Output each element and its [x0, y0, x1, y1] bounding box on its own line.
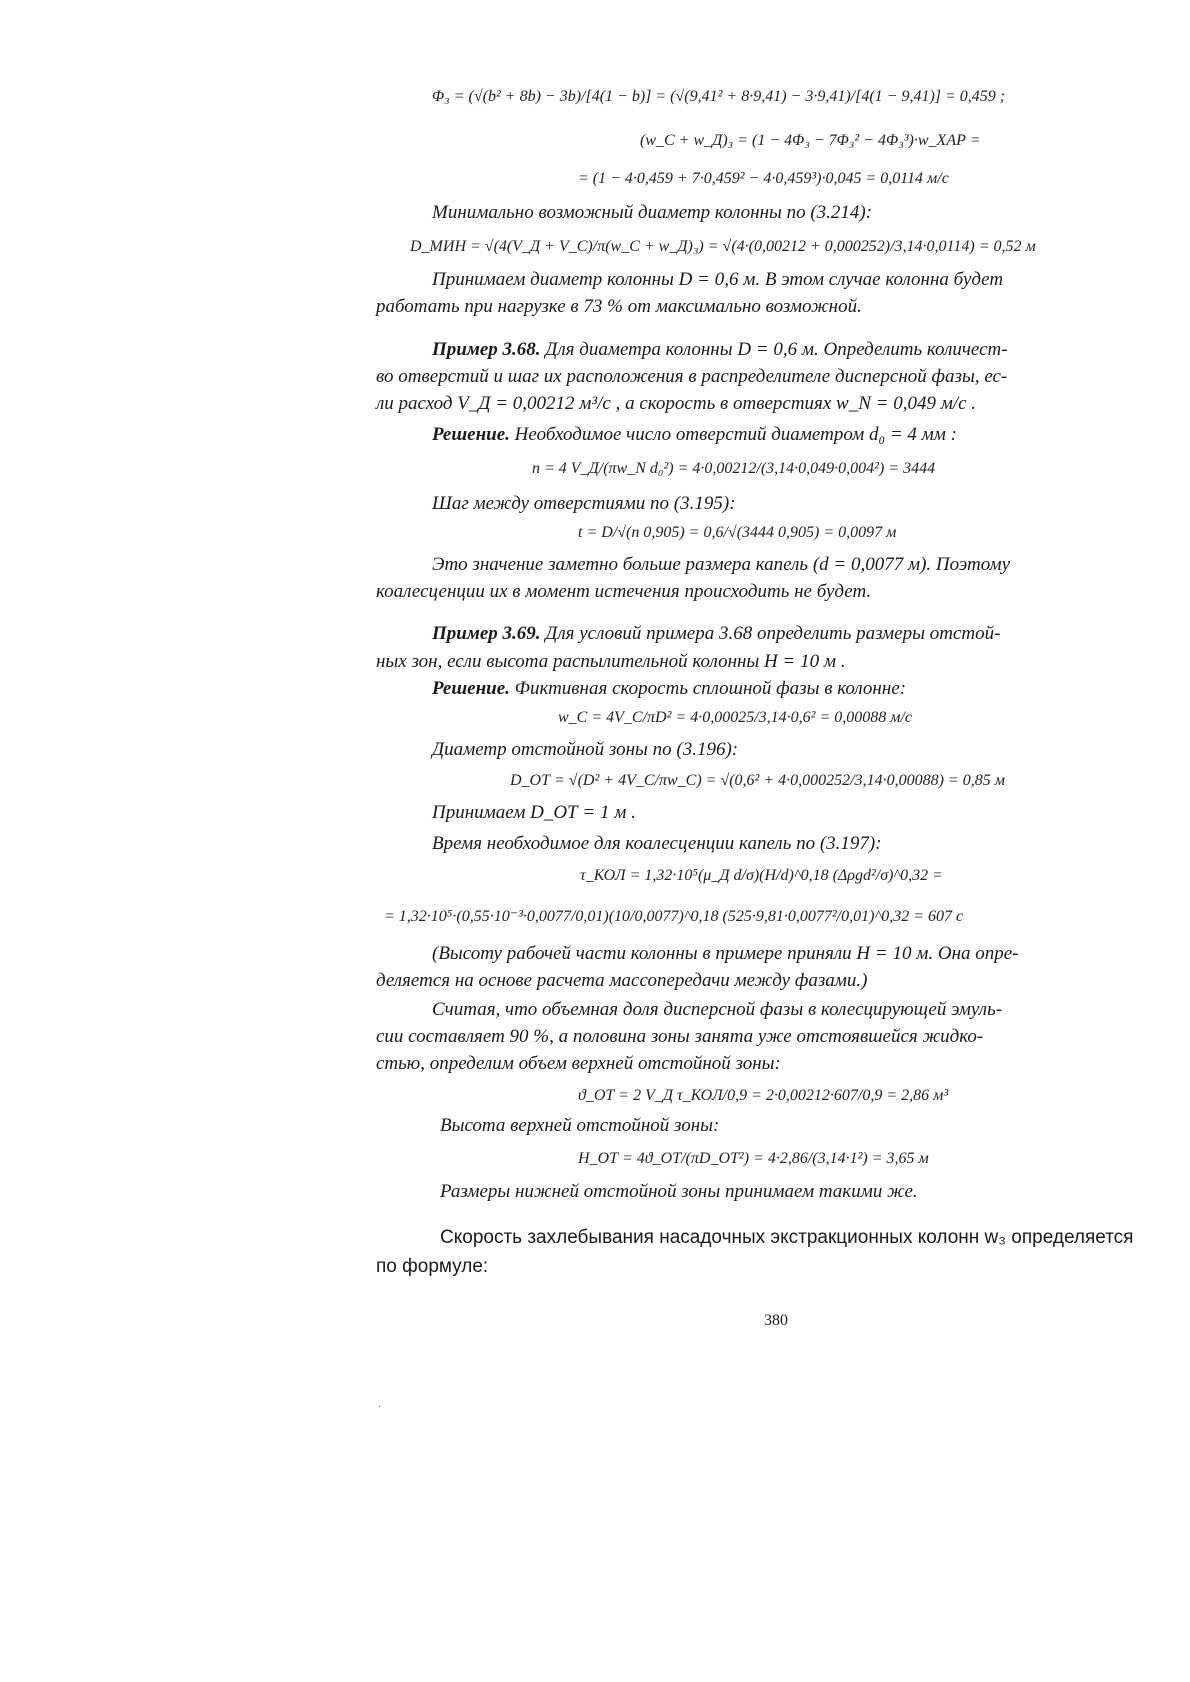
accept-dot-text: Принимаем D_ОТ = 1 м .: [432, 802, 636, 823]
example-368-solution: [432, 423, 957, 447]
example-369-line-2: ных зон, если высота распылительной колонны H = 10 м .: [376, 651, 846, 672]
example-369-solution: [432, 677, 906, 701]
volume-formula: ϑ_ОТ = 2 V_Д τ_КОЛ/0,9 = 2·0,00212·607/0,9 = 2,86 м³: [578, 1087, 949, 1104]
accept-diameter-line-1: Принимаем диаметр колонны D = 0,6 м. В этом случае колонна будет: [432, 269, 1004, 290]
height-formula: H_ОТ = 4ϑ_ОТ/(πD_ОТ²) = 4·2,86/(3,14·1²) = 3,65 м: [578, 1150, 929, 1167]
example-369-text-1: Для условий примера 3.68 определить размеры отстой-: [545, 623, 1001, 644]
solution-text: Необходимое число отверстий диаметром d₀ = 4 мм :: [514, 424, 957, 445]
solution-text: Фиктивная скорость сплошной фазы в колонне:: [514, 678, 907, 699]
scan-speck: ·: [378, 1402, 382, 1413]
example-368-note-1: Это значение заметно больше размера капель (d = 0,0077 м). Поэтому: [432, 554, 1011, 575]
min-diameter-text: Минимально возможный диаметр колонны по (3.214):: [432, 202, 873, 223]
example-368-note-2: коалесценции их в момент истечения происходить не будет.: [376, 581, 872, 602]
phi-formula: Φ₃ = (√(b² + 8b) − 3b)/[4(1 − b)] = (√(9,41² + 8·9,41) − 3·9,41)/[4(1 − 9,41)] = 0,459 ;: [432, 88, 1006, 105]
height-text: Высота верхней отстойной зоны:: [440, 1115, 720, 1136]
lower-zone-text: Размеры нижней отстойной зоны принимаем такими же.: [440, 1181, 918, 1202]
remark-line-2: деляется на основе расчета массопередачи между фазами.): [376, 970, 868, 991]
example-369-title: Пример 3.69.: [432, 623, 541, 644]
wc-formula: w_C = 4V_C/πD² = 4·0,00025/3,14·0,6² = 0,00088 м/с: [558, 709, 912, 726]
flood-text-line-2: по формуле:: [376, 1256, 489, 1277]
accept-diameter-line-2: работать при нагрузке в 73 % от максимально возможной.: [376, 296, 862, 317]
consider-line-2: сии составляет 90 %, а половина зоны занята уже отстоявшейся жидко-: [376, 1026, 984, 1047]
example-368-line-3: ли расход V_Д = 0,00212 м³/с , а скорость в отверстиях w_N = 0,049 м/с .: [376, 393, 977, 414]
w-formula-line-1: (w_C + w_Д)₃ = (1 − 4Φ₃ − 7Φ₃² − 4Φ₃³)·w_ХАР =: [640, 132, 981, 149]
n-formula: n = 4 V_Д/(πw_N d₀²) = 4·0,00212/(3,14·0,049·0,004²) = 3444: [532, 460, 936, 477]
example-368-line-2: во отверстий и шаг их расположения в распределителе дисперсной фазы, ес-: [376, 366, 1008, 387]
example-368-title: Пример 3.68.: [432, 339, 541, 360]
solution-label: Решение.: [432, 424, 510, 445]
page-number: 380: [764, 1312, 788, 1329]
d-min-formula: D_МИН = √(4(V_Д + V_С)/π(w_C + w_Д)₃) = √(4·(0,00212 + 0,000252)/3,14·0,0114) = 0,52 м: [410, 238, 1036, 255]
example-369-line-1: [432, 622, 1000, 646]
flood-text-line-1: Скорость захлебывания насадочных экстракционных колонн w₃ определяется: [440, 1227, 1134, 1248]
t-formula: t = D/√(n 0,905) = 0,6/√(3444 0,905) = 0,0097 м: [578, 524, 897, 541]
tau-formula-line-2: = 1,32·10⁵·(0,55·10⁻³·0,0077/0,01)(10/0,0077)^0,18 (525·9,81·0,0077²/0,01)^0,32 = 607 с: [384, 908, 964, 925]
example-368-text-1: Для диаметра колонны D = 0,6 м. Определить количест-: [545, 339, 1008, 360]
w-formula-line-2: = (1 − 4·0,459 + 7·0,459² − 4·0,459³)·0,045 = 0,0114 м/с: [578, 170, 949, 187]
dot-formula: D_ОТ = √(D² + 4V_C/πw_C) = √(0,6² + 4·0,000252/3,14·0,00088) = 0,85 м: [510, 772, 1005, 789]
remark-line-1: (Высоту рабочей части колонны в примере приняли H = 10 м. Она опре-: [432, 943, 1019, 964]
consider-line-3: стью, определим объем верхней отстойной зоны:: [376, 1053, 781, 1074]
step-text: Шаг между отверстиями по (3.195):: [432, 493, 736, 514]
time-text: Время необходимое для коалесценции капель по (3.197):: [432, 833, 882, 854]
tau-formula-line-1: τ_КОЛ = 1,32·10⁵(μ_Д d/σ)(H/d)^0,18 (Δρgd²/σ)^0,32 =: [580, 867, 943, 884]
consider-line-1: Считая, что объемная доля дисперсной фазы в колесцирующей эмуль-: [432, 999, 1003, 1020]
solution-label: Решение.: [432, 678, 510, 699]
example-368-line-1: [432, 338, 1008, 362]
dot-text: Диаметр отстойной зоны по (3.196):: [432, 739, 739, 760]
